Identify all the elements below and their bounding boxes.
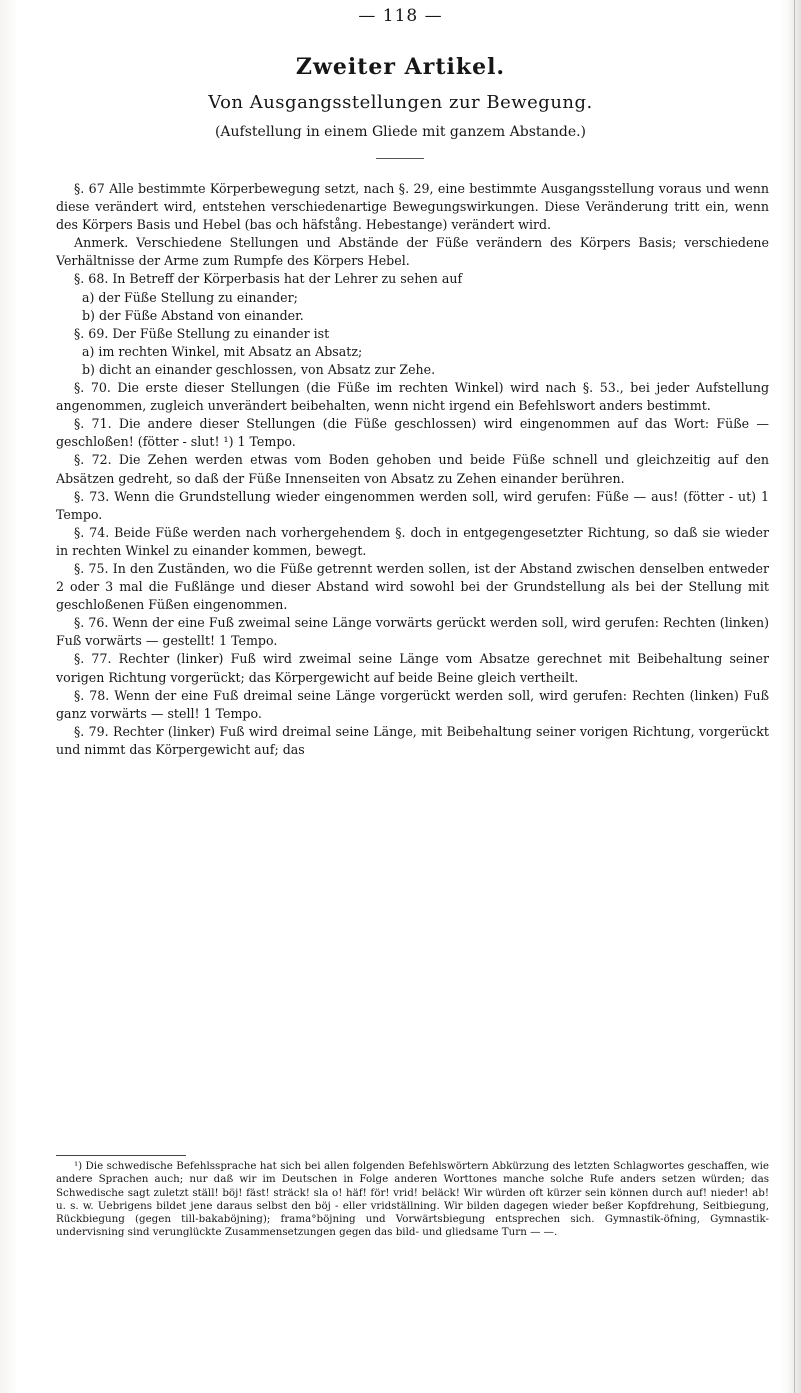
paragraph-79: §. 79. Rechter (linker) Fuß wird dreimal seine Länge, mit Beibehaltung seiner vorigen Richtung, vorgerückt und nimmt das Körpergewicht auf; das xyxy=(56,723,769,757)
paragraph-73: §. 73. Wenn die Grundstellung wieder eingenommen werden soll, wird gerufen: Füße — aus! (fötter - ut) 1 Tempo. xyxy=(56,488,769,522)
paragraph-69: §. 69. Der Füße Stellung zu einander ist xyxy=(74,325,330,341)
list-item: a) der Füße Stellung zu einander; xyxy=(82,289,298,305)
section-heading: Von Ausgangsstellungen zur Bewegung. xyxy=(208,92,593,113)
list-item: b) dicht an einander geschlossen, von Absatz zur Zehe. xyxy=(82,361,436,377)
list-item: a) im rechten Winkel, mit Absatz an Absatz; xyxy=(82,343,363,359)
article-heading: Zweiter Artikel. xyxy=(295,54,506,80)
paragraph-75: §. 75. In den Zuständen, wo die Füße getrennt werden sollen, ist der Abstand zwischen denselben entweder 2 oder 3 mal die Fußlänge und dieser Abstand wird sowohl bei der Grundstellung als bei der Stellung mit geschloßenen Füßen eingenommen. xyxy=(56,560,769,613)
page-edge-line xyxy=(794,0,795,1393)
paragraph-76: §. 76. Wenn der eine Fuß zweimal seine Länge vorwärts gerückt werden soll, wird gerufen: Rechten (linken) Fuß vorwärts — gestellt! 1 Tempo. xyxy=(56,615,769,649)
paragraph-68: §. 68. In Betreff der Körperbasis hat der Lehrer zu sehen auf xyxy=(74,271,463,287)
heading-rule xyxy=(376,158,424,159)
list-item: b) der Füße Abstand von einander. xyxy=(82,307,304,323)
footnote-text: ¹) Die schwedische Befehlssprache hat sich bei allen folgenden Befehlswörtern Abkürzung des letzten Schlagwortes geschaffen, wie andere Sprachen auch; nur daß wir im Deutschen in Folge anderen Worttones manche solche Rufe anders setzen würden; das Schwedische sagt zuletzt ställ! böj! fäst! sträck! sla o! häf! för! vrid! beläck! Wir würden oft kürzer sein können durch auf! nieder! ab! u. s. w. Uebrigens bildet jene daraus selbst den böj - eller vridställning. Wir bilden dagegen wieder beßer Kopfdrehung, Seitbiegung, Rückbiegung (gegen till-bakaböjning); frama°böjning und Vorwärtsbiegung entsprechen sich. Gymnastik-öfning, Gymnastik-undervisning sind verunglückte Zusammensetzungen gegen das bild- und gliedsame Turn — —. xyxy=(56,1160,769,1239)
paragraph-72: §. 72. Die Zehen werden etwas vom Boden gehoben und beide Füße schnell und gleichzeitig auf den Absätzen gedreht, so daß der Füße Innenseiten von Absatz zu Zehen einander berühren. xyxy=(56,452,769,486)
body-text xyxy=(56,180,769,759)
paragraph-71: §. 71. Die andere dieser Stellungen (die Füße geschlossen) wird eingenommen auf das Wort: Füße — geschloßen! (fötter - slut! ¹) 1 Tempo. xyxy=(56,416,769,450)
section-subtitle: (Aufstellung in einem Gliede mit ganzem Abstande.) xyxy=(214,124,587,140)
footnote xyxy=(56,1160,769,1240)
paragraph-78: §. 78. Wenn der eine Fuß dreimal seine Länge vorgerückt werden soll, wird gerufen: Rechten (linken) Fuß ganz vorwärts — stell! 1 Tempo. xyxy=(56,687,769,721)
page-number: — 118 — xyxy=(358,6,443,26)
paragraph-70: §. 70. Die erste dieser Stellungen (die Füße im rechten Winkel) wird nach §. 53., bei jeder Aufstellung angenommen, zugleich unverändert beibehalten, wenn nicht irgend ein Befehlswort anders bestimmt. xyxy=(56,380,769,414)
footnote-separator xyxy=(56,1155,186,1156)
paragraph-77: §. 77. Rechter (linker) Fuß wird zweimal seine Länge vom Absatze gerechnet mit Beibehaltung seiner vorigen Richtung vorgerückt; das Körpergewicht auf beide Beine gleich vertheilt. xyxy=(56,651,769,685)
note-paragraph: Anmerk. Verschiedene Stellungen und Abstände der Füße verändern des Körpers Basis; verschiedene Verhältnisse der Arme zum Rumpfe des Körpers Hebel. xyxy=(56,235,769,269)
paragraph-74: §. 74. Beide Füße werden nach vorhergehendem §. doch in entgegengesetzter Richtung, so daß sie wieder in rechten Winkel zu einander kommen, bewegt. xyxy=(56,524,769,558)
paragraph-67: §. 67 Alle bestimmte Körperbewegung setzt, nach §. 29, eine bestimmte Ausgangsstellung voraus und wenn diese verändert wird, entstehen verschiedenartige Bewegungswirkungen. Diese Veränderung tritt ein, wenn des Körpers Basis und Hebel (bas och häfstång. Hebestange) verändert wird. xyxy=(56,181,769,233)
